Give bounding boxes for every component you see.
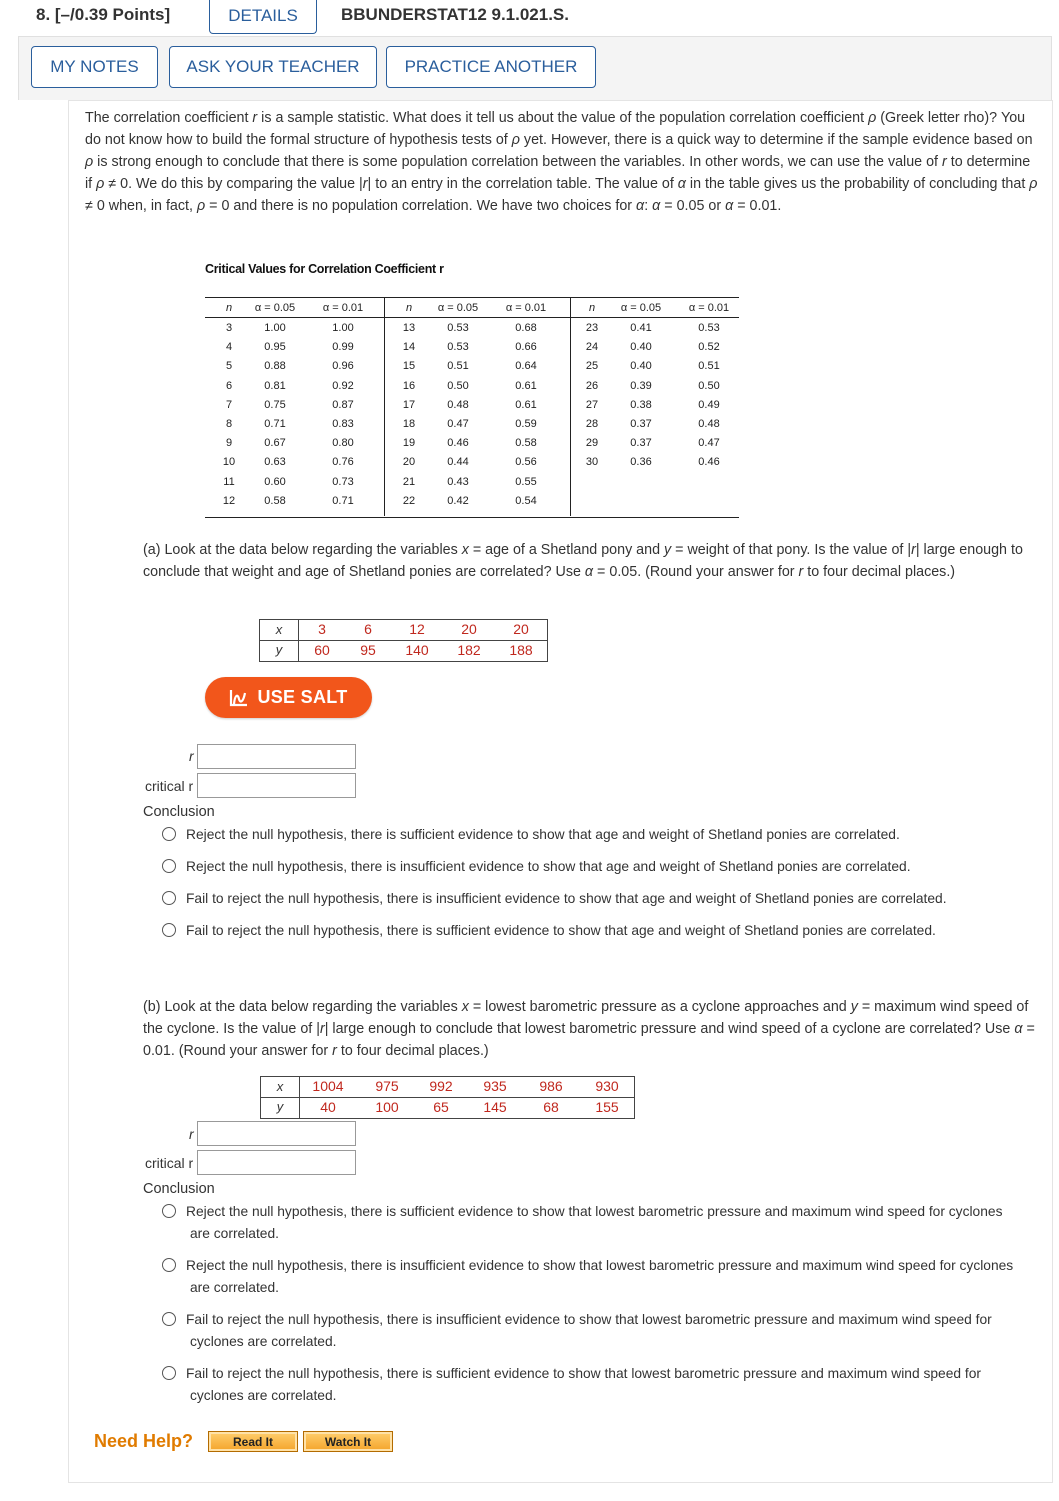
table-cell: 0.60 — [264, 475, 286, 488]
table-cell: 0.58 — [264, 494, 286, 507]
prompt-text: = 0.01. (Round your answer for — [143, 1021, 1035, 1059]
critical-values-table — [205, 297, 739, 518]
intro-text: ≠ 0 when, in fact, — [85, 198, 197, 214]
table-header-cell: α = 0.05 — [254, 302, 296, 314]
table-cell: 0.44 — [447, 456, 469, 469]
table-cell: 0.75 — [264, 398, 286, 411]
var-rho: ρ — [868, 110, 877, 126]
table-header-cell: α = 0.01 — [688, 302, 730, 314]
question-toolbar — [18, 36, 1052, 100]
table-cell: 0.55 — [515, 475, 537, 488]
table-cell: 0.76 — [332, 456, 354, 469]
option-text: are correlated. — [190, 1280, 279, 1295]
table-cell: 0.68 — [515, 322, 537, 334]
radio-button[interactable] — [162, 923, 176, 937]
table-cell: 22 — [402, 494, 416, 507]
table-cell: 28 — [585, 418, 599, 430]
table-cell: 0.64 — [515, 360, 537, 373]
option-text: Fail to reject the null hypothesis, there is sufficient evidence to show that lowest barometric pressure and maximum wind speed for — [186, 1366, 981, 1381]
need-help-label: Need Help? — [94, 1431, 194, 1451]
var-alpha: α — [652, 198, 661, 214]
intro-text: : — [644, 198, 653, 214]
question-points: 8. [–/0.39 Points] — [36, 5, 171, 24]
table-cell: 0.88 — [264, 360, 286, 373]
table-cell: 0.47 — [698, 437, 720, 450]
x-value: 6 — [364, 621, 372, 637]
salt-icon — [229, 689, 249, 707]
use-salt-button[interactable] — [205, 677, 372, 718]
table-cell: 0.61 — [515, 398, 537, 411]
table-header-cell: α = 0.05 — [437, 302, 479, 314]
table-header-cell: α = 0.05 — [620, 302, 662, 314]
table-cell: 24 — [585, 341, 599, 354]
intro-text: = 0.01. — [733, 198, 782, 214]
option-text: Reject the null hypothesis, there is insufficient evidence to show that age and weight of Shetland ponies are correlated. — [186, 859, 911, 874]
table-cell: 0.71 — [264, 418, 286, 430]
table-cell: 0.41 — [630, 322, 652, 334]
var-r: r — [911, 542, 916, 558]
y-value: 188 — [509, 642, 533, 658]
table-cell: 0.58 — [515, 437, 537, 450]
intro-paragraph — [85, 107, 1040, 217]
table-cell: 13 — [402, 322, 416, 334]
table-divider — [570, 298, 571, 516]
table-cell: 8 — [225, 418, 233, 430]
table-cell: 0.48 — [698, 418, 720, 430]
prompt-text: | large enough to conclude that lowest barometric pressure and wind speed of a cyclone are correlated? Use — [324, 1021, 1015, 1037]
critical-r-text: critical r — [145, 1155, 194, 1171]
var-alpha: α — [677, 176, 686, 192]
table-cell: 0.37 — [630, 437, 652, 450]
table-cell: 0.39 — [630, 379, 652, 392]
var-alpha: α — [584, 564, 594, 580]
part-a-conclusion-label: Conclusion — [143, 804, 215, 820]
question-id: BBUNDERSTAT12 9.1.021.S. — [341, 5, 569, 24]
intro-text: is strong enough to conclude that there is some population correlation between the variables. In other words, we can use the value of — [93, 154, 942, 170]
table-cell: 0.81 — [264, 379, 286, 392]
prompt-text: to four decimal places.) — [803, 564, 956, 580]
var-r: r — [319, 1021, 325, 1037]
table-header-cell: n — [405, 302, 413, 314]
table-header-cell: n — [588, 302, 596, 314]
table-cell: 0.71 — [332, 494, 354, 507]
x-value: 20 — [513, 621, 529, 637]
part-a-critical-r-input[interactable] — [197, 773, 356, 798]
part-a-option-2[interactable] — [162, 856, 1032, 878]
intro-text: | to an entry in the correlation table. The value of — [367, 176, 678, 192]
table-cell: 15 — [402, 360, 416, 373]
x-row-label: x — [276, 1079, 284, 1094]
var-y: y — [850, 999, 858, 1015]
table-cell: 0.48 — [447, 398, 469, 411]
y-value: 65 — [433, 1099, 449, 1115]
table-cell: 0.40 — [630, 341, 652, 354]
radio-button[interactable] — [162, 1204, 176, 1218]
table-cell: 0.73 — [332, 475, 354, 488]
table-cell: 0.53 — [447, 322, 469, 334]
table-cell: 0.51 — [447, 360, 469, 373]
prompt-text: = lowest barometric pressure as a cyclone approaches and — [468, 999, 851, 1015]
x-value: 1004 — [312, 1078, 344, 1094]
table-cell: 0.53 — [447, 341, 469, 354]
radio-button[interactable] — [162, 1258, 176, 1272]
part-b-prompt — [143, 996, 1038, 1062]
my-notes-button[interactable]: MY NOTES — [31, 46, 158, 88]
var-x: x — [461, 542, 469, 558]
part-a-option-3[interactable] — [162, 888, 1032, 910]
table-cell: 21 — [402, 475, 416, 488]
var-rho: ρ — [1029, 176, 1038, 192]
table-cell: 0.67 — [264, 437, 286, 450]
var-alpha: α — [1014, 1021, 1023, 1037]
table-cell: 3 — [225, 322, 233, 334]
option-text: Reject the null hypothesis, there is sufficient evidence to show that age and weight of Shetland ponies are correlated. — [186, 827, 900, 842]
y-value: 95 — [360, 642, 376, 658]
y-value: 100 — [375, 1099, 399, 1115]
table-cell: 0.92 — [332, 379, 354, 392]
table-cell: 0.46 — [447, 437, 469, 450]
table-cell: 0.59 — [515, 418, 537, 430]
y-value: 145 — [483, 1099, 507, 1115]
intro-text: yet. However, there is a quick way to determine if the sample evidence based on — [519, 132, 1033, 148]
table-cell: 7 — [225, 398, 233, 411]
var-rho: ρ — [85, 154, 94, 170]
part-a-prompt — [143, 539, 1033, 583]
var-r: r — [332, 1043, 337, 1059]
y-value: 182 — [457, 642, 481, 658]
table-cell: 17 — [402, 398, 416, 411]
y-value: 155 — [595, 1099, 619, 1115]
table-cell: 18 — [402, 418, 416, 430]
table-cell: 0.99 — [332, 341, 354, 354]
prompt-text: = maximum wind speed of the cyclone. Is the value of | — [143, 999, 1029, 1037]
table-cell: 0.46 — [698, 456, 720, 469]
x-value: 3 — [318, 621, 326, 637]
part-b-option-3[interactable] — [162, 1309, 1042, 1353]
option-text: Reject the null hypothesis, there is insufficient evidence to show that lowest barometric pressure and maximum wind speed for cyclones — [186, 1258, 1014, 1273]
intro-text: (Greek letter rho)? You do not know how to build the formal structure of hypothesis tests of — [85, 110, 1026, 148]
intro-text: to determine if — [85, 154, 1031, 192]
var-rho: ρ — [96, 176, 105, 192]
table-cell: 4 — [225, 341, 233, 354]
x-value: 930 — [595, 1078, 619, 1094]
critical-table-title: Critical Values for Correlation Coefficient r — [205, 262, 444, 276]
table-cell: 0.47 — [447, 418, 469, 430]
table-cell: 29 — [585, 437, 599, 450]
table-cell: 14 — [402, 341, 416, 354]
table-cell: 16 — [402, 379, 416, 392]
part-b-option-2[interactable] — [162, 1255, 1042, 1299]
x-value: 992 — [429, 1078, 453, 1094]
table-cell: 5 — [225, 360, 233, 373]
critical-r-text: critical r — [145, 778, 194, 794]
prompt-text: = age of a Shetland pony and — [468, 542, 665, 558]
intro-text: is a sample statistic. What does it tell us about the value of the population correlation coefficient — [257, 110, 869, 126]
intro-text: = 0.05 or — [660, 198, 726, 214]
table-cell: 0.61 — [515, 379, 537, 392]
radio-button[interactable] — [162, 827, 176, 841]
table-header-cell: α = 0.01 — [322, 302, 364, 314]
var-alpha: α — [636, 198, 645, 214]
y-row-label: y — [276, 1099, 284, 1114]
read-it-button[interactable]: Read It — [208, 1431, 298, 1452]
y-row-label: y — [275, 642, 283, 657]
table-cell: 25 — [585, 360, 599, 373]
table-cell: 20 — [402, 456, 416, 469]
part-b-option-4[interactable] — [162, 1363, 1042, 1407]
option-text: cyclones are correlated. — [190, 1334, 337, 1349]
part-b-r-input[interactable] — [197, 1121, 356, 1146]
prompt-text: | large enough to conclude that weight and age of Shetland ponies are correlated? Use — [143, 542, 1023, 580]
radio-button[interactable] — [162, 1366, 176, 1380]
table-header-rule — [205, 317, 739, 318]
radio-button[interactable] — [162, 1312, 176, 1326]
part-a-option-1[interactable] — [162, 824, 1032, 846]
x-value: 935 — [483, 1078, 507, 1094]
table-cell: 0.40 — [630, 360, 652, 373]
use-salt-label: USE SALT — [257, 687, 348, 707]
var-rho: ρ — [511, 132, 520, 148]
intro-text: The correlation coefficient — [85, 110, 253, 126]
critical-r-label — [145, 1155, 193, 1171]
table-cell: 10 — [222, 456, 236, 469]
part-b-critical-r-input[interactable] — [197, 1150, 356, 1175]
table-cell: 0.36 — [630, 456, 652, 469]
table-cell: 0.54 — [515, 494, 537, 507]
table-cell: 0.63 — [264, 456, 286, 469]
table-cell: 0.50 — [698, 379, 720, 392]
option-text: are correlated. — [190, 1226, 279, 1241]
var-alpha: α — [725, 198, 734, 214]
intro-text: ≠ 0. We do this by comparing the value | — [104, 176, 363, 192]
table-cell: 0.83 — [332, 418, 354, 430]
table-cell: 19 — [402, 437, 416, 450]
table-header-cell: α = 0.01 — [505, 302, 547, 314]
radio-button[interactable] — [162, 891, 176, 905]
table-cell: 0.95 — [264, 341, 286, 354]
intro-text: = 0 and there is no population correlation. We have two choices for — [205, 198, 637, 214]
y-value: 68 — [543, 1099, 559, 1115]
option-text: Fail to reject the null hypothesis, there is insufficient evidence to show that lowest barometric pressure and maximum wind speed for — [186, 1312, 992, 1327]
x-row-label: x — [275, 622, 283, 637]
table-cell: 0.43 — [447, 475, 469, 488]
table-divider — [384, 298, 385, 516]
option-text: Reject the null hypothesis, there is sufficient evidence to show that lowest barometric pressure and maximum wind speed for cyclones — [186, 1204, 1003, 1219]
table-divider — [260, 640, 547, 641]
part-a-option-4[interactable] — [162, 920, 1032, 942]
table-cell: 0.52 — [698, 341, 720, 354]
part-b-option-1[interactable] — [162, 1201, 1042, 1245]
ask-your-teacher-button[interactable]: ASK YOUR TEACHER — [169, 46, 377, 88]
prompt-text: = 0.05. (Round your answer for — [593, 564, 799, 580]
var-r: r — [942, 154, 947, 170]
y-value: 140 — [405, 642, 429, 658]
y-value: 60 — [314, 642, 330, 658]
table-cell: 26 — [585, 379, 599, 392]
question-header — [0, 0, 1059, 36]
table-cell: 12 — [222, 494, 236, 507]
var-r: r — [798, 564, 804, 580]
part-a-r-input[interactable] — [197, 744, 356, 769]
table-cell: 0.37 — [630, 418, 652, 430]
var-y: y — [664, 542, 672, 558]
option-text: Fail to reject the null hypothesis, there is insufficient evidence to show that age and weight of Shetland ponies are correlated. — [186, 891, 947, 906]
table-cell: 27 — [585, 398, 599, 411]
table-cell: 0.42 — [447, 494, 469, 507]
table-cell: 0.49 — [698, 398, 720, 411]
critical-r-label — [145, 778, 193, 794]
prompt-text: (b) Look at the data below regarding the variables — [143, 999, 462, 1015]
table-cell: 0.87 — [332, 398, 354, 411]
y-value: 40 — [320, 1099, 336, 1115]
var-rho: ρ — [196, 198, 206, 214]
prompt-text: = weight of that pony. Is the value of | — [671, 542, 912, 558]
prompt-text: to four decimal places.) — [336, 1043, 489, 1059]
table-cell: 0.53 — [698, 322, 720, 334]
table-cell: 0.50 — [447, 379, 469, 392]
table-cell: 0.80 — [332, 437, 354, 450]
part-b-data-table — [260, 1076, 635, 1119]
table-cell: 9 — [225, 437, 233, 450]
part-a-data-table — [259, 619, 548, 662]
x-value: 12 — [409, 621, 425, 637]
x-value: 975 — [375, 1078, 399, 1094]
part-b-conclusion-label: Conclusion — [143, 1181, 215, 1197]
table-cell: 0.96 — [332, 360, 354, 373]
x-value: 986 — [539, 1078, 563, 1094]
table-header-cell: n — [225, 302, 233, 314]
table-divider — [261, 1097, 634, 1098]
prompt-text: (a) Look at the data below regarding the variables — [143, 542, 462, 558]
var-r: r — [362, 176, 368, 192]
x-value: 20 — [461, 621, 477, 637]
table-cell: 30 — [585, 456, 599, 469]
radio-button[interactable] — [162, 859, 176, 873]
table-cell: 23 — [585, 322, 599, 334]
table-cell: 0.66 — [515, 341, 537, 354]
r-label: r — [189, 1126, 194, 1142]
option-text: cyclones are correlated. — [190, 1388, 337, 1403]
table-cell: 0.38 — [630, 398, 652, 411]
intro-text: in the table gives us the probability of concluding that — [685, 176, 1030, 192]
r-label: r — [189, 748, 194, 764]
option-text: Fail to reject the null hypothesis, there is sufficient evidence to show that age and weight of Shetland ponies are correlated. — [186, 923, 936, 938]
table-cell: 1.00 — [332, 322, 354, 334]
table-cell: 0.56 — [515, 456, 537, 469]
var-x: x — [461, 999, 469, 1015]
table-cell: 11 — [223, 475, 235, 488]
table-cell: 0.51 — [698, 360, 720, 373]
details-button[interactable]: DETAILS — [209, 0, 317, 34]
table-cell: 1.00 — [264, 322, 286, 334]
practice-another-button[interactable]: PRACTICE ANOTHER — [386, 46, 596, 88]
watch-it-button[interactable]: Watch It — [303, 1431, 393, 1452]
var-r: r — [252, 110, 258, 126]
table-cell: 6 — [225, 379, 233, 392]
